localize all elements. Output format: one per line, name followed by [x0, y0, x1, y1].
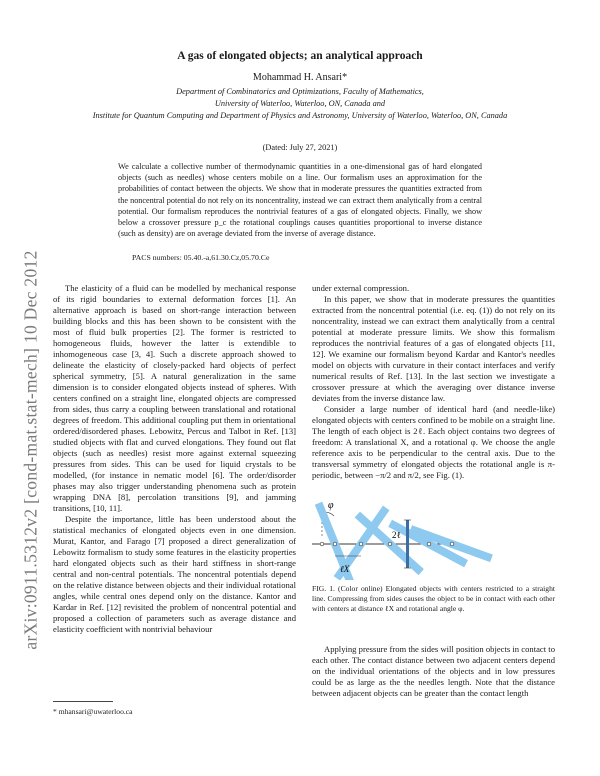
distance-label: ℓX	[340, 564, 350, 574]
arxiv-identifier: arXiv:0911.5312v2 [cond-mat.stat-mech] 10 Dec 2012	[20, 250, 41, 650]
center-dot	[333, 542, 337, 546]
footnote-rule	[53, 701, 113, 702]
arxiv-sidebar	[16, 200, 46, 700]
paragraph: In this paper, we show that in moderate pressures the quantities extracted from the noncentral potential (i.e. eq. (1)) do not rely on its noncentrality, instead we can extract them analytically from a central potential at moderate pressure limits. We show this formalism reproduces the nontrivial features of a gas of elongated objects [11, 12]. We examine our formalism beyond Kardar and Kantor's needles model on objects with curvature in their contact interfaces and verify numerical results of Ref. [13]. In the last section we investigate a crossover pressure at which the averaging over distance inverse deviates from the inverse distance law.	[312, 294, 555, 403]
right-column-continued	[312, 644, 555, 764]
affiliation-line-3: Institute for Quantum Computing and Department of Physics and Astronomy, University of Waterloo, Waterloo, ON, Canada	[92, 111, 508, 120]
reference-bar	[406, 520, 409, 568]
center-dot	[427, 542, 431, 546]
right-column	[312, 283, 555, 483]
paragraph: Applying pressure from the sides will position objects in contact to each other. The contact distance between two adjacent centers depend on the individual orientations of the objects and in low pressures could be as large as the the needles length. Note that the distance between adjacent objects can be greater than the contact length	[312, 644, 555, 698]
paragraph: The elasticity of a fluid can be modelled by mechanical response of its rigid boundaries to external deformation forces [1]. An alternative approach is based on short-range interaction between building blocks and this has been shown to be consistent with the most of fluid bulk properties [2]. The former is restricted to homogeneous fluids, however the latter is extendible to inhomogeneous case [3, 4]. Such a discrete approach showed to delineate the elasticity of closely-packed hard objects of perfect spherical symmetry, [5]. A natural generalization in the same dimension is to consider elongated objects instead of spheres. With centers confined on a straight line, elongated objects are compressed from sides, thus carry a coupling between translational and rotational degrees of freedom. This additional coupling put them in orientational ordered/disordered phases. Lebowitz, Percus and Talbot in Ref. [13] studied objects with flat and curved elongations. They found out flat objects (such as needles) resist more against external squeezing pressures from sides. This can be used for liquid crystals to be modelled, (for instance in nematic model [6]. The order/disorder phases may also trigger understanding phenomena such as protein wrapping DNA [8], percolation transitions [9], and jamming transitions, [10, 11].	[53, 283, 296, 513]
phi-label: φ	[328, 500, 334, 511]
abstract: We calculate a collective number of thermodynamic quantities in a one-dimensional gas of hard elongated objects (such as needles) whose centers mobile on a line. Our formalism uses an approximation for the probabilities of contact between the objects. We show that in moderate pressures the quantities extracted from the noncentral potential do not rely on its noncentrality, instead we can extract them analytically from a central potential. Our formalism reproduces the nontrivial features of a gas of elongated objects. Finally, we show below a crossover pressure p_c the rotational couplings causes quantities proportional to inverse distance (such as density) are on average deviated from the inverse of average distance.	[118, 162, 482, 239]
left-column	[53, 283, 296, 683]
footnote-email: * mhansari@uwaterloo.ca	[53, 707, 133, 716]
paragraph: Despite the importance, little has been understood about the statistical mechanics of elongated objects even in one dimension. Murat, Kantor, and Farago [7] proposed a direct generalization of Lebowitz formalism to study some features in the elasticity properties hard elongated objects such as their hard stiffness in short-range central and non-central potentials. The noncentral potentials depend on the relative distance between objects and their individual rotational angles, while central ones depend only on the distance. Kantor and Kardar in Ref. [12] revisited the problem of noncentral potential and proposed a collection of parameters such as average distance and elasticity coefficient with nontrivial behaviour	[53, 514, 296, 634]
center-dot	[388, 542, 392, 546]
figure-caption: FIG. 1. (Color online) Elongated objects with centers restricted to a straight line. Compressing from sides causes the object to be in contact with each other with centers at distance ℓX and rotational angle φ.	[312, 584, 555, 613]
paragraph: Consider a large number of identical hard (and needle-like) elongated objects with centers confined to be mobile on a straight line. The length of each object is 2ℓ. Each object contains two degrees of freedom: A translational X, and a rotational φ. We choose the angle reference axis to be perpendicular to the central axis. Due to the transversal symmetry of elongated objects the rotational angle is π-periodic, between −π/2 and π/2, see Fig. (1).	[312, 404, 555, 480]
length-label: 2ℓ	[392, 530, 401, 540]
dated-line: (Dated: July 27, 2021)	[262, 143, 338, 152]
center-dot	[359, 542, 363, 546]
affiliation-line-2: University of Waterloo, Waterloo, ON, Canada and	[214, 99, 386, 108]
center-dot	[320, 542, 324, 546]
author-name: Mohammad H. Ansari*	[252, 72, 348, 83]
affiliation-line-1: Department of Combinatorics and Optimizations, Faculty of Mathematics,	[176, 87, 424, 96]
paper-title: A gas of elongated objects; an analytical approach	[177, 50, 423, 62]
paragraph: under external compression.	[312, 283, 410, 293]
pacs-numbers: PACS numbers: 05.40.-a,61.30.Cz,05.70.Ce	[132, 253, 270, 262]
center-dot	[450, 542, 454, 546]
figure-1	[312, 492, 555, 580]
